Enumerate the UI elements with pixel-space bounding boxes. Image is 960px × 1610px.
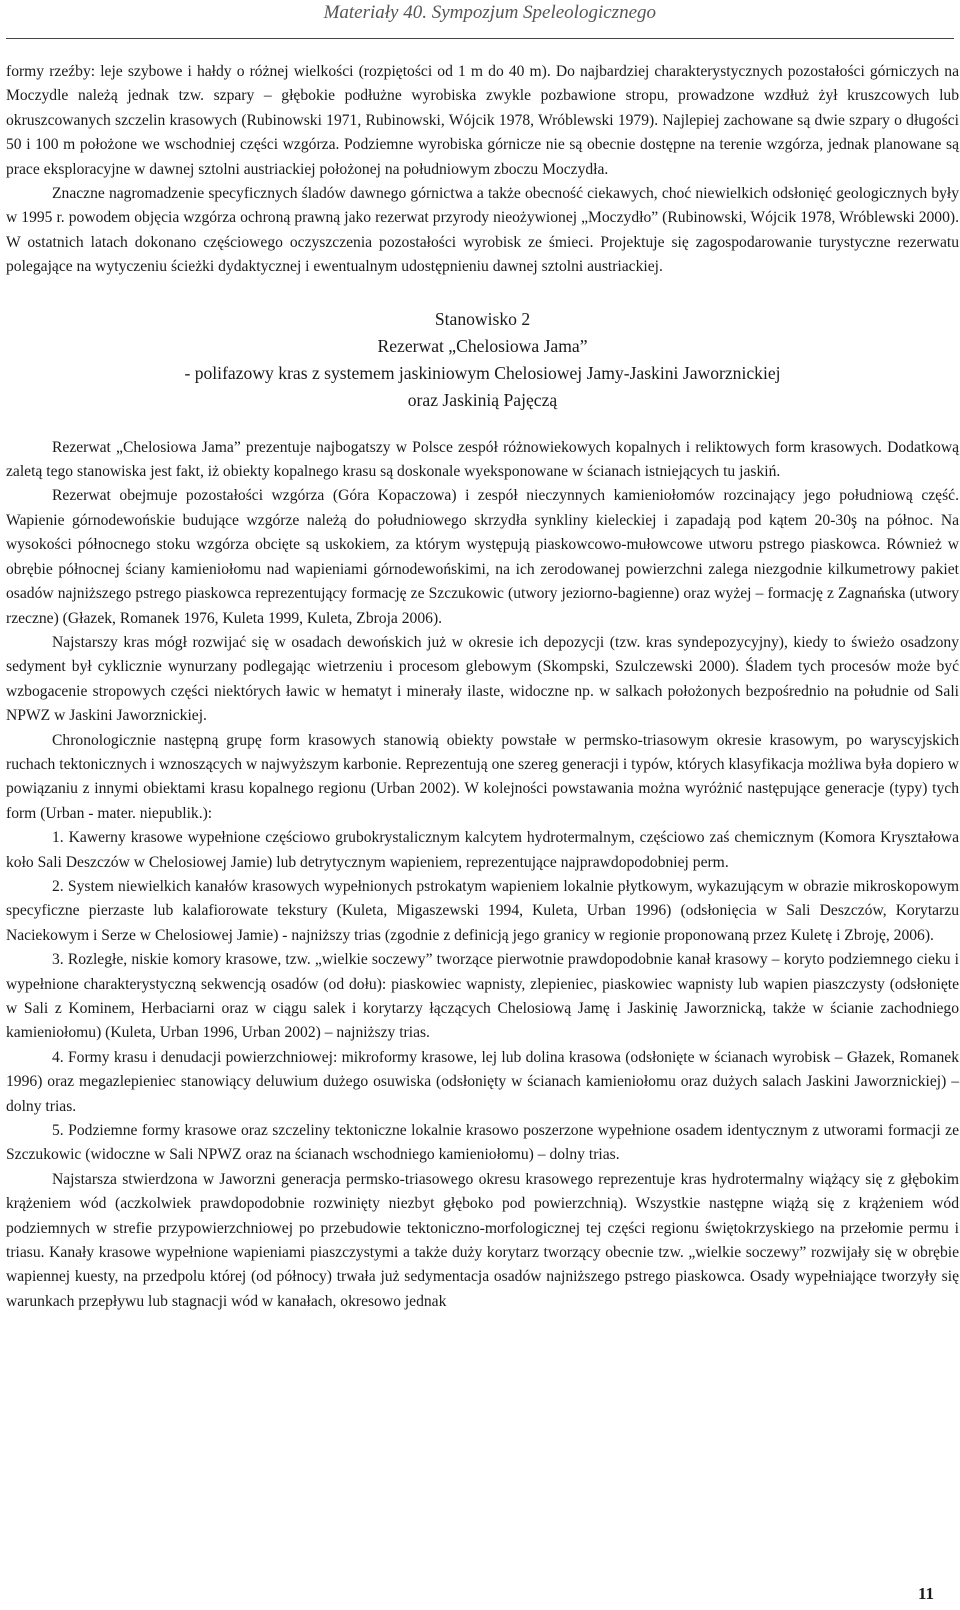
intro-paragraph-2: Znaczne nagromadzenie specyficznych śladów dawnego górnictwa a także obecność ciekawych, choć niewielkich odsłonięć geologicznych były w 1995 r. powodem objęcia wzgórza ochroną prawną jako rezerwat przyrody nieożywionej „Moczydło” (Rubinowski, Wójcik 1978, Wróblewski 2000). W ostatnich latach dokonano częściowego oczyszczenia pozostałości wyrobisk ze śmieci. Projektuje się zagospodarowanie turystyczne rezerwatu polegające na wytyczeniu ścieżki dydaktycznej i ewentualnym udostępnieniu dawnej sztolni austriackiej. (6, 185, 959, 276)
running-header: Materiały 40. Sympozjum Speleologicznego (323, 2, 656, 23)
body-text (6, 60, 959, 1314)
list-item-3: 3. Rozległe, niskie komory krasowe, tzw. „wielkie soczewy” tworzące pierwotnie prawdopodobnie kanał krasowy – koryto podziemnego cieku i wypełnione charakterystyczną sekwencją osadów (od dołu): piaskowiec wapnisty, zlepieniec, piaskowiec wapnisty lub wapien piaszczysty (odsłonięte w Sali z Kominem, Herbaciarni oraz w ciągu salek i korytarzy łączących Chelosiową Jamę i Jaskinię Jaworznicką, także w ścianie zachodniego kamieniołomu) (Kuleta, Urban 1996, Urban 2002) – najniższy trias. (6, 951, 959, 1042)
section-paragraph-final: Najstarsza stwierdzona w Jaworzni generacja permsko-triasowego okresu krasowego reprezentuje kras hydrotermalny wiążący się z głębokim krążeniem wód (aczkolwiek prawdopodobnie rozwinięty niezbyt głęboko pod powierzchnią). Wszystkie następne wiążą się z krążeniem wód podziemnych w strefie przypowierzchniowej po przebudowie tektoniczno-morfologicznej tej części regionu świętokrzyskiego na przełomie permu i triasu. Kanały krasowe wypełnione wapieniami piaszczystymi a także duży korytarz tworzący obecnie tzw. „wielkie soczewy” rozwijały się w obrębie wapiennej kuesty, na przedpolu której (od północy) trwała już sedymentacja osadów najniższego pstrego piaskowca. Osady wypełniające tworzyły się warunkach przepływu lub stagnacji wód w kanałach, okresowo jednak (6, 1170, 959, 1310)
section-subtitle-line-2: oraz Jaskinią Pajęczą (407, 389, 558, 410)
section-paragraph-3: Najstarszy kras mógł rozwijać się w osadach dewońskich już w okresie ich depozycji (tzw. kras syndepozycyjny), kiedy to świeżo osadzony sedyment był cyklicznie wynurzany podlegając wietrzeniu i procesom glebowym (Skompski, Szulczewski 2000). Śladem tych procesów może być wzbogacenie stropowych części niektórych ławic w hematyt i minerały ilaste, widoczne np. w salkach położonych bezpośrednio na południe od Sali NPWZ w Jaskini Jaworznickiej. (6, 633, 959, 725)
section-subtitle-line-1: - polifazowy kras z systemem jaskiniowym Chelosiowej Jamy-Jaskini Jaworznickiej (184, 362, 781, 383)
intro-paragraph-1: formy rzeźby: leje szybowe i hałdy o różnej wielkości (rozpiętości od 1 m do 40 m). Do najbardziej charakterystycznych pozostałości górniczych na Moczydle należą jednak tzw. szpary – głębokie podłużne wyrobiska zwykle pozbawione stropu, prowadzone wzdłuż żył kruszcowych lub okruszcowanych szczelin krasowych (Rubinowski 1971, Rubinowski, Wójcik 1978, Wróblewski 1979). Najlepiej zachowane są dwie szpary o długości 50 i 100 m położone we wschodniej części wzgórza. Podziemne wyrobiska górnicze nie są obecnie dostępne na terenie wzgórza, jednak planowane są prace eksploracyjne w dawnej sztolni austriackiej położonej na południowym zboczu Moczydła. (6, 63, 959, 178)
section-paragraph-1: Rezerwat „Chelosiowa Jama” prezentuje najbogatszy w Polsce zespół różnowiekowych kopalnych i reliktowych form krasowych. Dodatkową zaletą tego stanowiska jest fakt, iż obiekty kopalnego krasu są doskonale wyeksponowane w ścianach istniejących tu jaskiń. (6, 438, 959, 481)
section-paragraph-2: Rezerwat obejmuje pozostałości wzgórza (Góra Kopaczowa) i zespół nieczynnych kamieniołomów rozcinający jego południową część. Wapienie górnodewońskie budujące wzgórze należą do południowego skrzydła synkliny kieleckiej i zapadają pod kątem 20-30ş na północ. Na wysokości północnego stoku wzgórza obcięte są uskokiem, za którym występują piaskowcowo-mułowcowe utworu pstrego piaskowca. Również w obrębie północnej ściany kamieniołomu nad wapieniami górnodewońskimi, na ich zerodowanej powierzchni zalega niezgodnie kilkumetrowy pakiet osadów najniższego pstrego piaskowca reprezentujący formację ze Szczukowic (utwory jeziorno-bagienne) oraz wyżej – formację z Zagnańska (utwory rzeczne) (Głazek, Romanek 1976, Kuleta 1999, Kuleta, Zbroja 2006). (6, 487, 959, 627)
station-label: Stanowisko 2 (434, 308, 531, 329)
page-number: 11 (917, 1584, 934, 1603)
list-item-1: 1. Kawerny krasowe wypełnione częściowo grubokrystalicznym kalcytem hydrotermalnym, częściowo zaś chemicznym (Komora Kryształowa koło Sali Deszczów w Chelosiowej Jamie) lub detrytycznym wapieniem, reprezentujące najprawdopodobniej perm. (6, 829, 959, 871)
header-rule (6, 38, 954, 39)
section-paragraph-4: Chronologicznie następną grupę form krasowych stanowią obiekty powstałe w permsko-triasowym okresie krasowym, po waryscyjskich ruchach tektonicznych i wznoszących w najwyższym karbonie. Reprezentują one szereg generacji i typów, których klasyfikacja możliwa była dopiero w powiązaniu z innymi obiektami krasu kopalnego regionu (Urban 2002). W kolejności powstawania można wyróżnić następujące generacje (typy) tych form (Urban - mater. niepublik.): (6, 731, 959, 822)
section-title: Rezerwat „Chelosiowa Jama” (377, 335, 588, 356)
list-item-5: 5. Podziemne formy krasowe oraz szczeliny tektoniczne lokalnie krasowo poszerzone wypełnione osadem identycznym z utworami formacji ze Szczukowic (widoczne w Sali NPWZ oraz na ścianach wschodniego kamieniołomu) – dolny trias. (6, 1122, 959, 1164)
list-item-4: 4. Formy krasu i denudacji powierzchniowej: mikroformy krasowe, lej lub dolina krasowa (odsłonięte w ścianach wyrobisk – Głazek, Romanek 1996) oraz megazlepieniec stanowiący deluwium dużego osuwiska (odsłonięty w ścianach kamieniołomu oraz dużych salach Jaskini Jaworznickiej) – dolny trias. (6, 1048, 959, 1115)
section-heading (6, 306, 959, 414)
list-item-2: 2. System niewielkich kanałów krasowych wypełnionych pstrokatym wapieniem lokalnie płytkowym, wykazującym w obrazie mikroskopowym specyficzne pierzaste lub kalafiorowate tekstury (Kuleta, Migaszewski 1994, Kuleta, Urban 1996) (odsłonięcia w Sali Deszczów, Korytarzu Naciekowym i Serze w Chelosiowej Jamie) - najniższy trias (zgodnie z definicją jego granicy w regionie proponowaną przez Kuletę i Zbroję, 2006). (6, 877, 959, 944)
